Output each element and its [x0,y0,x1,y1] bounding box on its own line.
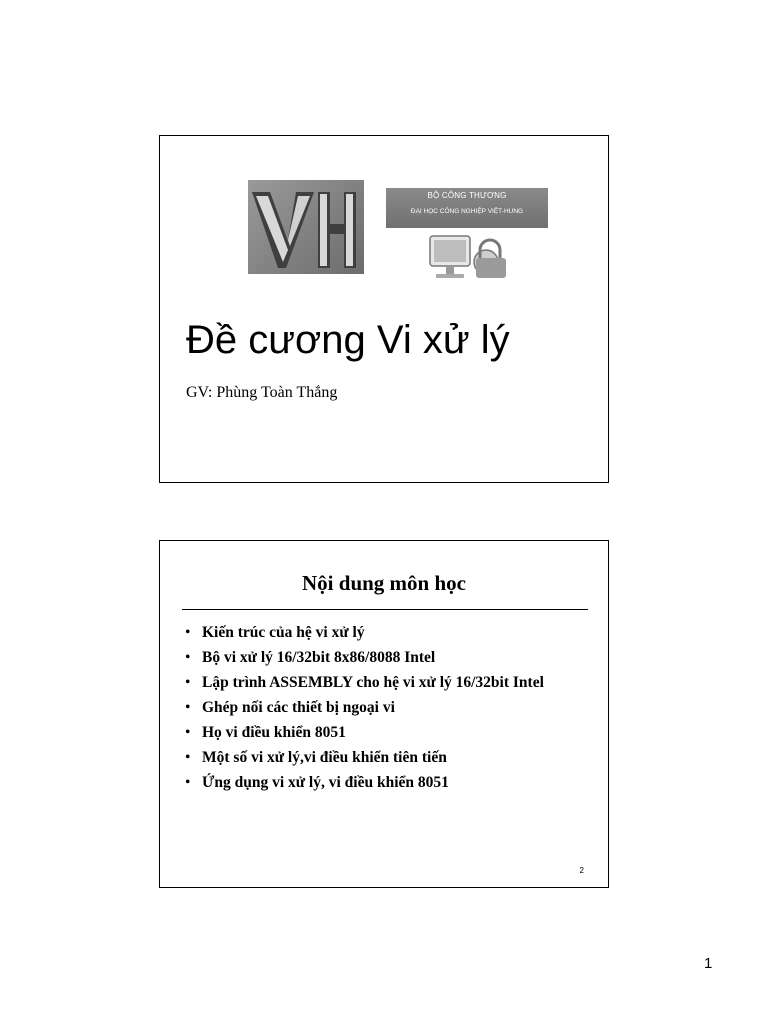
computer-icon [420,232,516,284]
presentation-title: Đề cương Vi xử lý [186,318,510,362]
list-item: • Một số vi xử lý,vi điều khiển tiên tiến [182,748,582,768]
list-item: • Họ vi điều khiển 8051 [182,723,582,743]
list-item: • Ứng dụng vi xử lý, vi điều khiển 8051 [182,773,582,793]
university-logo [248,176,558,288]
heading-divider [182,609,588,610]
logo-banner [386,188,548,228]
slide-heading: Nội dung môn học [302,571,466,595]
banner-line-1: BỘ CÔNG THƯƠNG [427,191,507,200]
slide-number: 2 [579,866,584,875]
slide-course-content [159,540,609,888]
list-item: • Lập trình ASSEMBLY cho hệ vi xử lý 16/32bit Intel [182,673,582,693]
banner-line-2: ĐẠI HỌC CÔNG NGHIỆP VIỆT-HUNG [410,208,524,215]
slide-title-page [159,135,609,483]
vh-logo-icon [248,180,364,274]
lecturer-name: GV: Phùng Toàn Thắng [186,384,338,401]
page-number: 1 [704,955,713,972]
course-topics-list [182,623,582,798]
list-item: • Bộ vi xử lý 16/32bit 8x86/8088 Intel [182,648,582,668]
list-item: • Ghép nối các thiết bị ngoại vi [182,698,582,718]
list-item: • Kiến trúc của hệ vi xử lý [182,623,582,643]
